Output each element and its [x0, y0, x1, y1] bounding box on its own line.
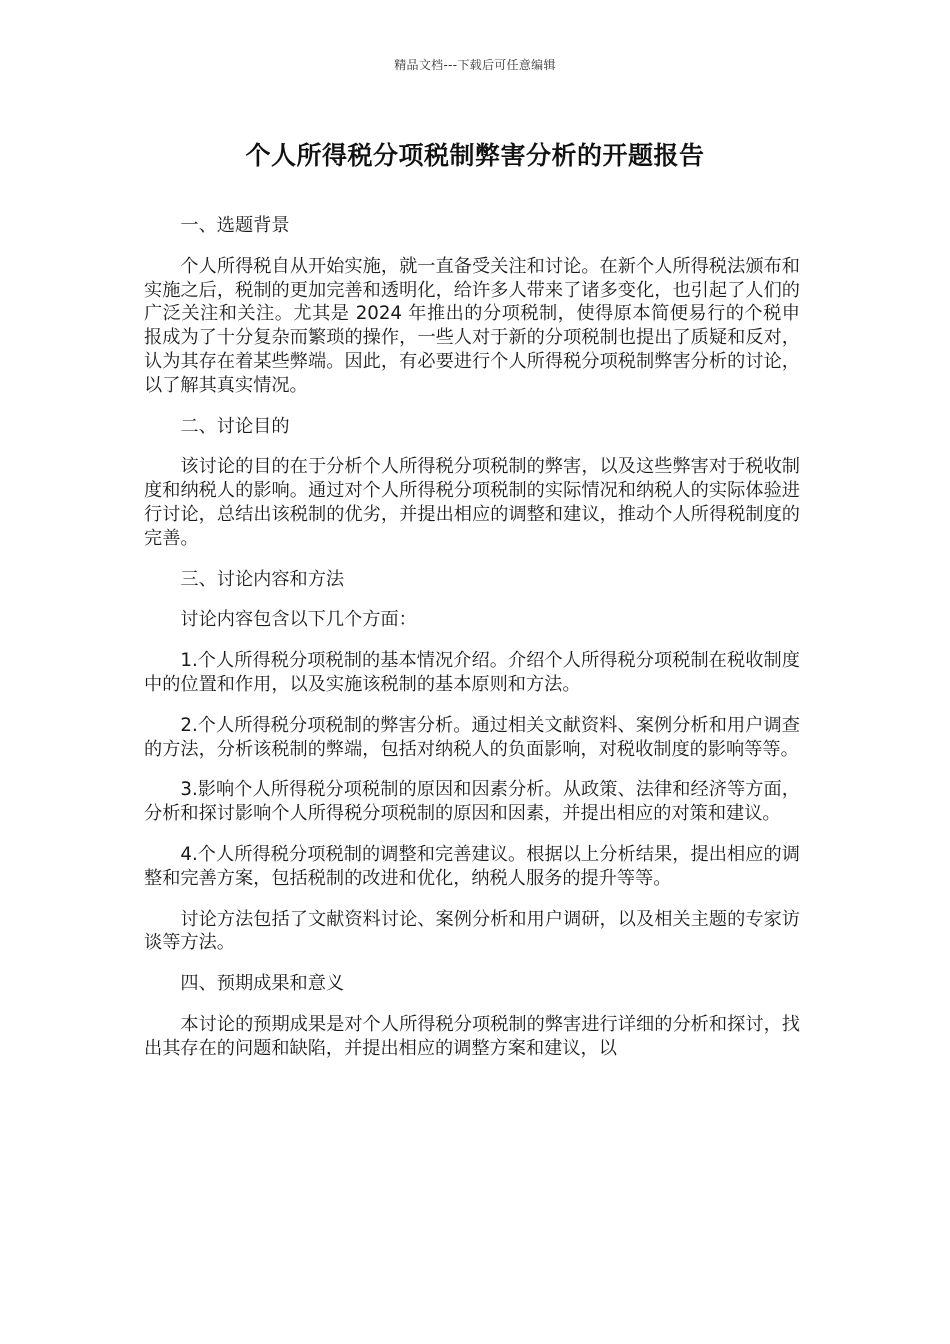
list-item-2: 2.个人所得税分项税制的弊害分析。通过相关文献资料、案例分析和用户调查的方法，分析该税制的弊端，包括对纳税人的负面影响，对税收制度的影响等等。 — [144, 714, 800, 760]
section-heading-content-method: 三、讨论内容和方法 — [180, 568, 345, 590]
list-item-3: 3.影响个人所得税分项税制的原因和因素分析。从政策、法律和经济等方面，分析和探讨影响个人所得税分项税制的原因和因素，并提出相应的对策和建议。 — [144, 779, 800, 825]
paragraph-content-intro: 讨论内容包含以下几个方面： — [180, 609, 417, 631]
section-heading-outcome: 四、预期成果和意义 — [180, 973, 345, 995]
paragraph-method: 讨论方法包括了文献资料讨论、案例分析和用户调研，以及相关主题的专家访谈等方法。 — [144, 908, 800, 954]
paragraph-outcome: 本讨论的预期成果是对个人所得税分项税制的弊害进行详细的分析和探讨，找出其存在的问题和缺陷，并提出相应的调整方案和建议，以 — [144, 1013, 800, 1059]
list-item-1: 1.个人所得税分项税制的基本情况介绍。介绍个人所得税分项税制在税收制度中的位置和作用，以及实施该税制的基本原则和方法。 — [144, 650, 800, 695]
paragraph-background: 个人所得税自从开始实施，就一直备受关注和讨论。在新个人所得税法颁布和实施之后，税制的更加完善和透明化，给许多人带来了诸多变化，也引起了人们的广泛关注和关注。尤其是 2024 年推出的分项税制，使得原本简便易行的个税申报成为了十分复杂而繁琐的操作，一些人对于新的分项税制也提出了质疑和反对，认为其存在着某些弊端。因此，有必要进行个人所得税分项税制弊害分析的讨论，以了解其真实情况。 — [144, 255, 800, 396]
paragraph-purpose: 该讨论的目的在于分析个人所得税分项税制的弊害，以及这些弊害对于税收制度和纳税人的影响。通过对个人所得税分项税制的实际情况和纳税人的实际体验进行讨论，总结出该税制的优劣，并提出相应的调整和建议，推动个人所得税制度的完善。 — [144, 456, 800, 549]
header-note: 精品文档---下载后可任意编辑 — [394, 58, 556, 72]
list-item-4: 4.个人所得税分项税制的调整和完善建议。根据以上分析结果，提出相应的调整和完善方案，包括税制的改进和优化，纳税人服务的提升等等。 — [144, 843, 800, 889]
section-heading-purpose: 二、讨论目的 — [180, 415, 290, 437]
document-body — [144, 214, 800, 1078]
section-heading-background: 一、选题背景 — [180, 215, 290, 236]
document-title: 个人所得税分项税制弊害分析的开题报告 — [245, 141, 705, 170]
